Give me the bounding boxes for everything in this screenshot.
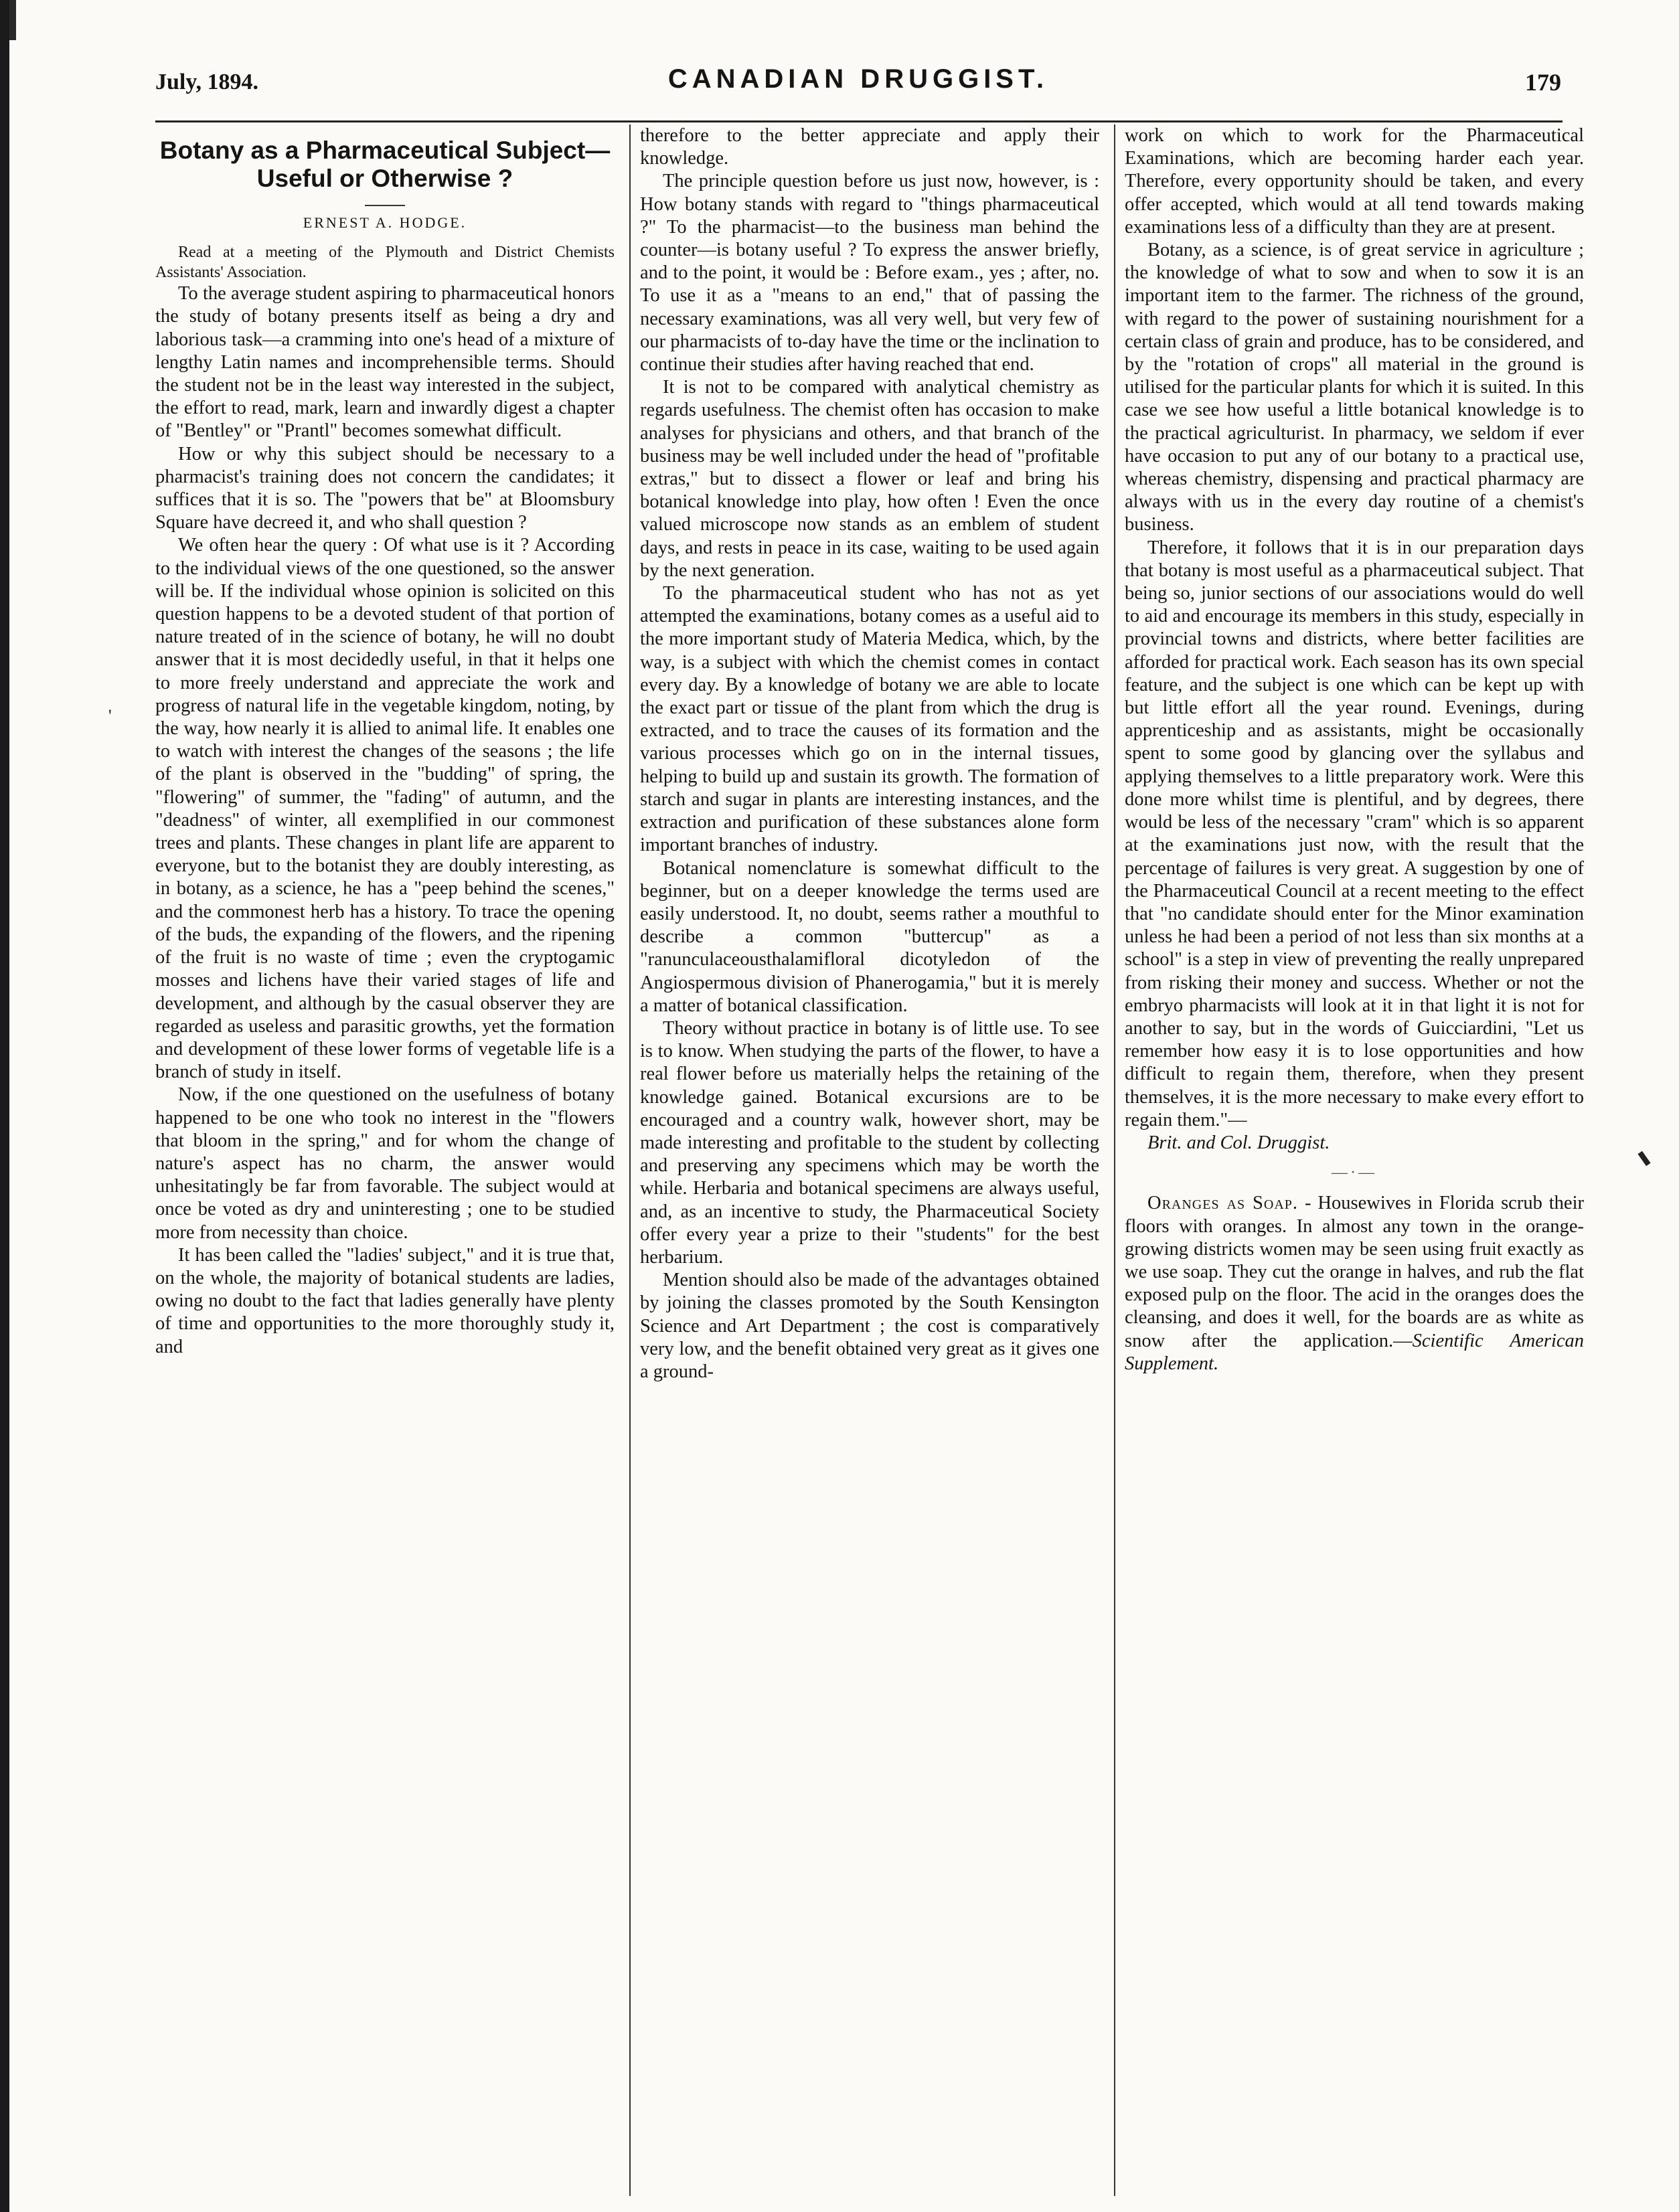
paragraph: Theory without practice in botany is of little use. To see is to know. When studying the parts of the flower, to have a real flower before us materially helps the retaining of the knowledge gained. Botanical excursions are to be encouraged and a country walk, however short, may be made interesting and profitable to the student by collecting and preserving any specimens which may be worth the while. Herbaria and botanical specimens are always useful, and, as an incentive to study, the Pharmaceutical Society offer every year a prize to their "students" for the best herbarium. <box>640 1017 1099 1268</box>
paragraph: The principle question before us just now, however, is : How botany stands with regard to "things pharmaceutical ?" To the pharmacist—to the business man behind the counter—is botany useful ? To express the answer briefly, and to the point, it would be : Before exam., yes ; after, no. To use it as a "means to an end," that of passing the necessary examinations, was all very well, but very few of our pharmacists of to-day have the time or the inclination to continue their studies after having reached that end. <box>640 171 1099 375</box>
paragraph: It has been called the "ladies' subject," and it is true that, on the whole, the majority of botanical students are ladies, owing no doubt to the fact that ladies generally have plenty of time and opportunities to the more thoroughly study it, and <box>155 1244 615 1357</box>
source-credit: Brit. and Col. Druggist. <box>1147 1132 1330 1153</box>
binding-edge <box>0 0 9 2212</box>
news-item-source: Scientific American Supplement. <box>1125 1330 1585 1374</box>
header-rule <box>155 120 1563 122</box>
item-separator: —·— <box>1332 1164 1377 1182</box>
paragraph: Now, if the one questioned on the usefulness of botany happened to be one who took no interest in the "flowers that bloom in the spring," and for whom the change of nature's aspect has no charm, the answer would unhesitatingly be far from favorable. The subject would at once be voted as dry and uninteresting ; one to be studied more from necessity than choice. <box>155 1084 615 1243</box>
paragraph-continued: therefore to the better appreciate and apply their knowledge. <box>640 125 1099 169</box>
paragraph: How or why this subject should be necessary to a pharmacist's training does not concern the candidates; it suffices that it is so. The "powers that be" at Bloomsbury Square have decreed it, and who shall question ? <box>155 443 615 533</box>
stray-ink-mark: ' <box>108 706 112 726</box>
issue-date: July, 1894. <box>155 70 258 94</box>
page-number: 179 <box>1525 69 1561 96</box>
title-rule <box>365 205 405 206</box>
paragraph: Mention should also be made of the advantages obtained by joining the classes promoted by the South Kensington Science and Art Department ; the cost is comparatively very low, and the benefit obtained very great as it gives one a ground- <box>640 1270 1099 1382</box>
paragraph: Therefore, it follows that it is in our preparation days that botany is most useful as a pharmaceutical subject. That being so, junior sections of our associations would do well to aid and encourage its members in this study, especially in provincial towns and districts, where better facilities are afforded for practical work. Each season has its own special feature, and the subject is one which can be kept up with but little effort all the year round. Evenings, during apprenticeship and as assistants, might be occasionally spent to some good by glancing over the syllabus and applying themselves to a little preparatory work. Were this done more whilst time is plentiful, and by degrees, there would be less of the necessary "cram" which is so apparent at the examinations just now, with the result that the percentage of failures is very great. A suggestion by one of the Pharmaceutical Council at a recent meeting to the effect that "no candidate should enter for the Minor examination unless he had been a period of not less than six months at a school" is a step in view of preventing the really unprepared from risking their money and success. Whether or not the embryo pharmacists will look at it in that light it is not for another to say, but in the words of Guicciardini, "Let us remember how easy it is to lose opportunities and how difficult to regain them, therefore, when they present themselves, it is the more necessary to make every effort to regain them."— <box>1125 537 1584 1130</box>
stray-ink-mark <box>1637 1151 1650 1167</box>
column-rule <box>1114 124 1115 2196</box>
column-3 <box>1125 124 1584 1375</box>
paragraph: To the pharmaceutical student who has not as yet attempted the examinations, botany comes as a useful aid to the more important study of Materia Medica, which, by the way, is a subject with which the chemist comes in contact every day. By a knowledge of botany we are able to locate the exact part or tissue of the plant from which the drug is extracted, and to trace the causes of its formation and the various processes which go on in the internal tissues, helping to build up and sustain its growth. The formation of starch and sugar in plants are interesting instances, and the extraction and purification of these substances alone form important branches of industry. <box>640 583 1099 856</box>
article-author: ERNEST A. HODGE. <box>303 214 467 231</box>
column-rule <box>629 124 631 2196</box>
column-1 <box>155 124 615 1359</box>
print-smudge <box>9 0 16 40</box>
paragraph-continued: work on which to work for the Pharmaceutical Examinations, which are becoming harder each year. Therefore, every opportunity should be taken, and every offer accepted, which would at all tend towards making examinations less of a difficulty than they are at present. <box>1125 125 1584 238</box>
article-note: Read at a meeting of the Plymouth and District Chemists Assistants' Association. <box>155 244 615 282</box>
news-item <box>1125 1192 1584 1375</box>
source-line <box>1125 1132 1584 1155</box>
news-item-body: - Housewives in Florida scrub their floors with oranges. In almost any town in the orange-growing districts women may be seen using fruit exactly as we use soap. They cut the orange in halves, and rub the flat exposed pulp on the floor. The acid in the oranges does the cleansing, and does it well, for the boards are as white as snow after the application.— <box>1125 1193 1584 1351</box>
running-head <box>155 64 1561 104</box>
column-2 <box>640 124 1099 1383</box>
news-item-heading: Oranges as Soap. <box>1147 1193 1299 1214</box>
paragraph: Botany, as a science, is of great service in agriculture ; the knowledge of what to sow and when to sow it is an important item to the farmer. The richness of the ground, with regard to the power of sustaining nourishment for a certain class of grain and produce, has to be considered, and by the "rotation of crops" all material in the ground is utilised for the particular plants for which it is suited. In this case we see how useful a little botanical knowledge is to the practical agriculturist. In pharmacy, we seldom if ever have occasion to put any of our botany to a practical use, whereas chemistry, dispensing and practical pharmacy are always with us in the every day routine of a chemist's business. <box>1125 240 1584 535</box>
paragraph: To the average student aspiring to pharmaceutical honors the study of botany presents itself as being a dry and laborious task—a cramming into one's head of a mixture of lengthy Latin names and incomprehensible terms. Should the student not be in the least way interested in the subject, the effort to read, mark, learn and inwardly digest a chapter of "Bentley" or "Prantl" becomes somewhat difficult. <box>155 283 615 442</box>
paragraph: It is not to be compared with analytical chemistry as regards usefulness. The chemist often has occasion to make analyses for physicians and others, and that branch of the business may be well included under the head of "profitable extras," but to dissect a flower or leaf and bring his botanical knowledge into play, how often ! Even the once valued microscope now stands as an emblem of student days, and rests in peace in its case, waiting to be used again by the next generation. <box>640 377 1099 581</box>
paragraph: We often hear the query : Of what use is it ? According to the individual views of the one questioned, so the answer will be. If the individual whose opinion is solicited on this question happens to be a devoted student of that portion of nature treated of in the science of botany, he will no doubt answer that it is most decidedly useful, in that it helps one to more freely understand and appreciate the work and progress of natural life in the vegetable kingdom, noting, by the way, how nearly it is allied to animal life. It enables one to watch with interest the changes of the seasons ; the life of the plant is observed in the "budding" of spring, the "flowering" of summer, the "fading" of autumn, and the "deadness" of winter, all exemplified in our commonest trees and plants. These changes in plant life are apparent to everyone, but to the botanist they are doubly interesting, as in botany, as a science, he has a "peep behind the scenes," and the commonest herb has a history. To trace the opening of the buds, the expanding of the flowers, and the ripening of the fruit is no waste of time ; even the cryptogamic mosses and lichens have their varied stages of life and development, and although by the casual observer they are regarded as useless and parasitic growths, yet the formation and development of these lower forms of vegetable life is a branch of study in itself. <box>155 535 615 1083</box>
paragraph: Botanical nomenclature is somewhat difficult to the beginner, but on a deeper knowledge the terms used are easily understood. It, no doubt, seems rather a mouthful to describe a common "buttercup" as a "ranunculaceousthalamifloral dicotyledon of the Angiospermous division of Phanerogamia," but it is merely a matter of botanical classification. <box>640 857 1099 1016</box>
journal-title: CANADIAN DRUGGIST. <box>667 64 1049 94</box>
article-title: Botany as a Pharmaceutical Subject—Useful or Otherwise ? <box>159 137 611 192</box>
